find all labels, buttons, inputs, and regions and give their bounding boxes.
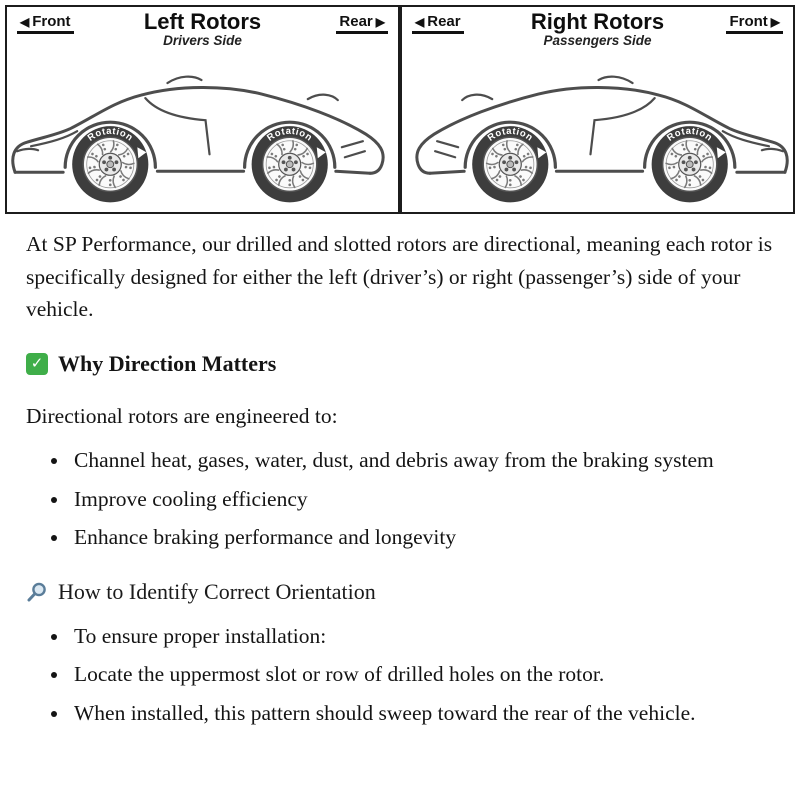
right-panel-header (402, 7, 793, 54)
bullet-item: • To ensure proper installation: (70, 620, 774, 652)
front-direction-label (17, 13, 74, 34)
svg-text:Rotation: Rotation (485, 125, 535, 144)
magnifier-icon (26, 581, 48, 603)
direction-label-text: Front (729, 13, 768, 30)
left-car-illustration (7, 54, 398, 212)
heading-text: Why Direction Matters (58, 351, 277, 377)
bullet-item: • Locate the uppermost slot or row of drilled holes on the rotor. (70, 658, 774, 690)
direction-label-text: Front (32, 13, 71, 30)
identify-bullet-list (26, 620, 774, 729)
arrow-right-icon: ▶ (770, 14, 780, 29)
panel-title: Left Rotors (143, 9, 262, 34)
rear-direction-label (336, 13, 388, 34)
bullet-item: • When installed, this pattern should sweep toward the rear of the vehicle. (70, 697, 774, 729)
panel-subtitle: Drivers Side (163, 33, 242, 49)
bullet-item: • Channel heat, gases, water, dust, and debris away from the braking system (70, 444, 774, 476)
why-bullet-list (26, 444, 774, 553)
why-direction-heading (26, 347, 774, 380)
arrow-left-icon: ◀ (415, 14, 425, 29)
direction-label-text: Rear (427, 13, 461, 30)
heading-text: How to Identify Correct Orientation (58, 579, 376, 605)
front-direction-label (726, 13, 783, 34)
direction-label-text: Rear (339, 13, 373, 30)
identify-orientation-heading (26, 575, 774, 608)
article-content (0, 214, 800, 729)
rotor-diagrams (0, 0, 800, 214)
svg-text:Rotation: Rotation (665, 125, 715, 144)
left-rotors-panel (5, 5, 400, 214)
left-panel-header (7, 7, 398, 54)
bullet-item: • Enhance braking performance and longevity (70, 521, 774, 553)
panel-subtitle: Passengers Side (543, 33, 652, 49)
rear-direction-label (412, 13, 464, 34)
svg-text:Rotation: Rotation (265, 125, 315, 144)
arrow-left-icon: ◀ (20, 14, 30, 29)
check-icon: ✓ (26, 353, 48, 375)
intro-paragraph: At SP Performance, our drilled and slotted rotors are directional, meaning each rotor is specifically designed for either the left (driver’s) or right (passenger’s) side of your vehicle. (26, 232, 773, 321)
svg-text:Rotation: Rotation (85, 125, 135, 144)
arrow-right-icon: ▶ (375, 14, 385, 29)
bullet-item: • Improve cooling efficiency (70, 483, 774, 515)
right-rotors-panel (400, 5, 795, 214)
engineered-lead: Directional rotors are engineered to: (26, 404, 338, 429)
right-car-illustration (402, 54, 793, 212)
panel-title: Right Rotors (530, 9, 665, 34)
